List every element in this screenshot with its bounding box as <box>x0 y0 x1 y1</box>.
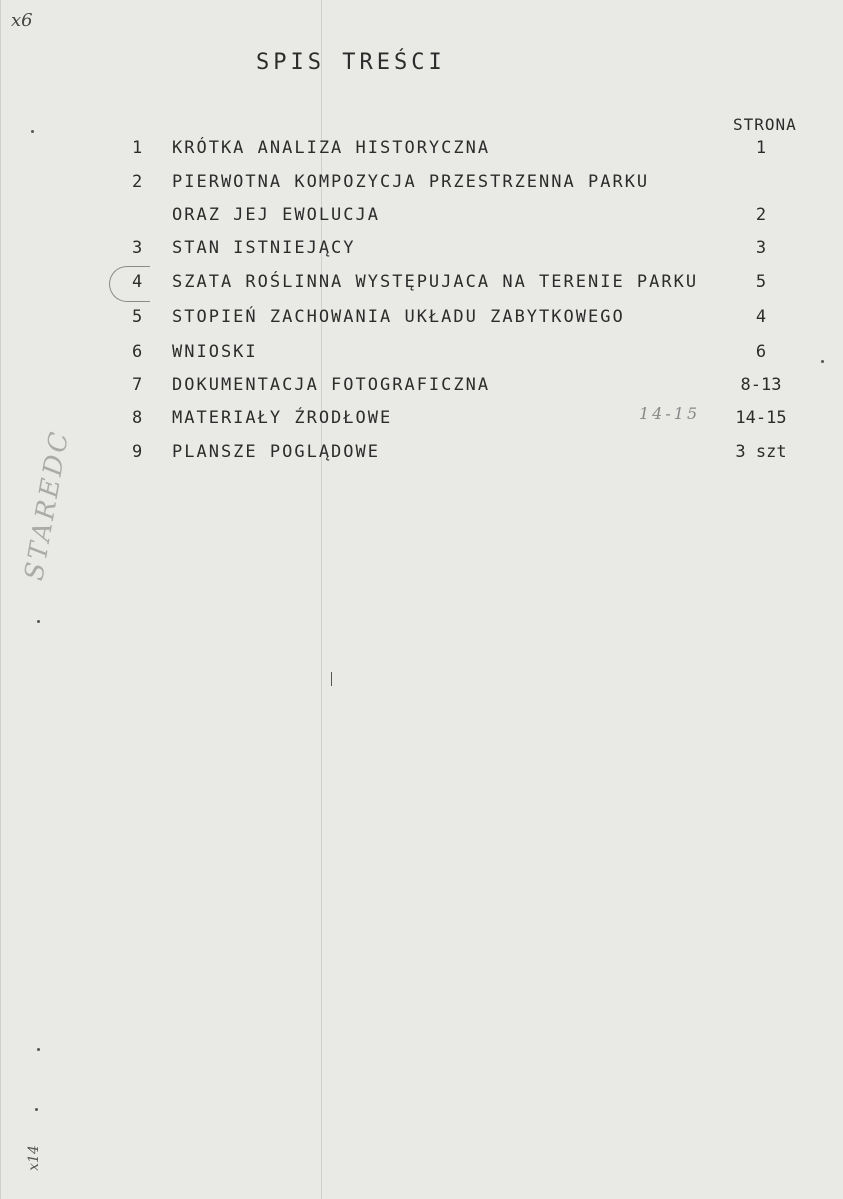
speck <box>37 620 40 623</box>
page-column-header: STRONA <box>733 115 797 134</box>
pencil-page-note: 14-15 <box>639 404 701 423</box>
toc-entry-num: 2 <box>132 172 145 192</box>
toc-entry-page: 3 <box>755 238 767 258</box>
toc-entry-page: 5 <box>755 272 767 292</box>
toc-entry-label: DOKUMENTACJA FOTOGRAFICZNA <box>172 375 491 395</box>
toc-entry <box>1 238 843 264</box>
toc-entry <box>1 408 843 434</box>
toc-entry <box>1 342 843 368</box>
toc-entry-num: 7 <box>132 375 145 395</box>
toc-entry-label: KRÓTKA ANALIZA HISTORYCZNA <box>172 138 491 158</box>
toc-entry <box>1 138 843 164</box>
toc-entry <box>1 375 843 401</box>
toc-entry-label: MATERIAŁY ŹRODŁOWE <box>172 408 393 428</box>
toc-entry-page: 6 <box>755 342 767 362</box>
speck <box>31 130 34 133</box>
toc-entry-num: 6 <box>132 342 145 362</box>
speck <box>821 360 824 363</box>
toc-entry <box>1 307 843 333</box>
toc-entry-label: WNIOSKI <box>172 342 258 362</box>
margin-stamp: STAREDC <box>19 427 76 583</box>
toc-entry-num: 5 <box>132 307 145 327</box>
toc-entry <box>1 442 843 468</box>
page-title: SPIS TREŚCI <box>256 50 446 75</box>
toc-entry-num: 4 <box>132 272 145 292</box>
toc-entry-page: 14-15 <box>735 408 787 428</box>
toc-entry-page: 3 szt <box>735 442 787 462</box>
toc-entry-num: 3 <box>132 238 145 258</box>
speck <box>35 1108 38 1111</box>
toc-entry-page: 4 <box>755 307 767 327</box>
toc-entry-num: 8 <box>132 408 145 428</box>
toc-entry-page: 1 <box>755 138 767 158</box>
toc-entry <box>1 205 843 231</box>
toc-entry <box>1 172 843 198</box>
toc-entry-page: 2 <box>755 205 767 225</box>
toc-entry-label: PLANSZE POGLĄDOWE <box>172 442 380 462</box>
toc-entry-label: SZATA ROŚLINNA WYSTĘPUJACA NA TERENIE PARKU <box>172 272 699 292</box>
margin-note-bottom: x14 <box>25 1145 42 1171</box>
toc-entry-page: 8-13 <box>740 375 782 395</box>
toc-entry-num: 1 <box>132 138 145 158</box>
toc-entry-label: STAN ISTNIEJĄCY <box>172 238 356 258</box>
toc-entry-label: PIERWOTNA KOMPOZYCJA PRZESTRZENNA PARKU <box>172 172 650 192</box>
speck <box>37 1048 40 1051</box>
toc-entry-label: STOPIEŃ ZACHOWANIA UKŁADU ZABYTKOWEGO <box>172 307 625 327</box>
margin-note-top: x6 <box>11 10 33 31</box>
toc-entry <box>1 272 843 298</box>
toc-entry-num: 9 <box>132 442 145 462</box>
toc-entry-label: ORAZ JEJ EWOLUCJA <box>172 205 380 225</box>
pen-mark <box>331 672 332 686</box>
